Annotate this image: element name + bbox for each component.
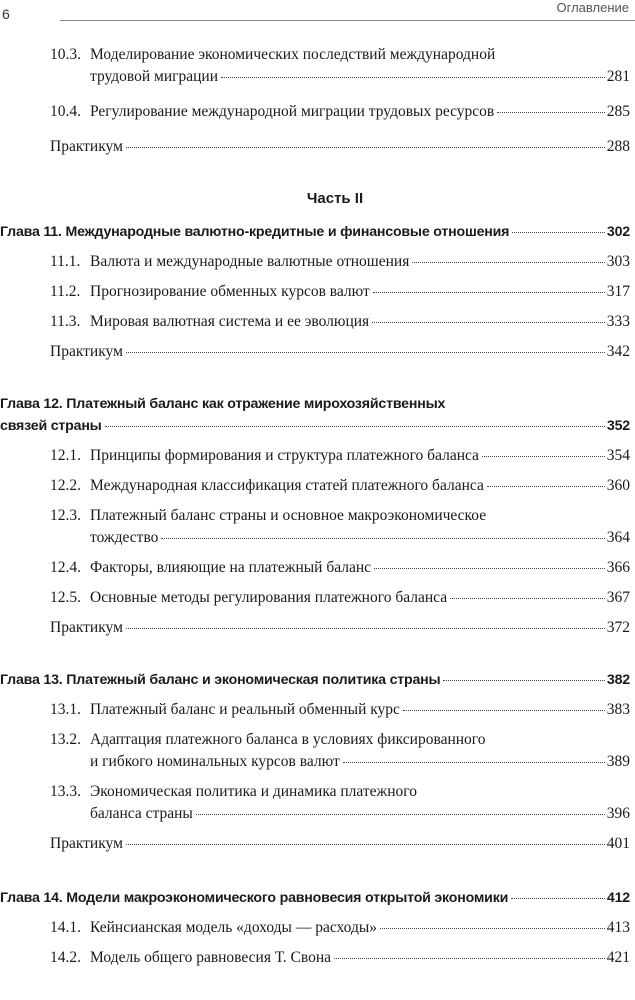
section-number: 11.3. bbox=[50, 313, 81, 330]
dot-leader bbox=[343, 762, 605, 763]
practicum-page: 342 bbox=[606, 343, 630, 360]
section-page: 354 bbox=[606, 447, 630, 464]
section-title: Модель общего равновесия Т. Свона bbox=[90, 949, 331, 966]
chapter-page: 382 bbox=[606, 672, 630, 688]
chapter-page: 352 bbox=[606, 418, 630, 434]
toc-section-13-2[interactable] bbox=[50, 729, 630, 773]
section-page: 367 bbox=[606, 589, 630, 606]
section-title: Факторы, влияющие на платежный баланс bbox=[90, 559, 372, 576]
toc-section-13-1[interactable] bbox=[50, 699, 630, 721]
page-number: 6 bbox=[2, 6, 10, 22]
toc-practicum-12[interactable] bbox=[50, 617, 630, 639]
toc-section-10-4[interactable] bbox=[50, 101, 630, 123]
toc-section-11-1[interactable] bbox=[50, 251, 630, 273]
section-title: Основные методы регулирования платежного баланса bbox=[90, 589, 448, 606]
dot-leader bbox=[126, 628, 605, 629]
dot-leader bbox=[403, 710, 605, 711]
practicum-page: 288 bbox=[606, 138, 630, 155]
dot-leader bbox=[105, 426, 605, 427]
section-title: Валюта и международные валютные отношения bbox=[90, 253, 410, 270]
section-number: 10.3. bbox=[50, 46, 81, 63]
section-page: 396 bbox=[606, 805, 630, 822]
dot-leader bbox=[221, 77, 605, 78]
table-of-contents bbox=[0, 44, 630, 969]
toc-practicum-10[interactable] bbox=[50, 136, 630, 158]
section-title-cont: трудовой миграции bbox=[90, 68, 219, 85]
running-title: Оглавление bbox=[556, 0, 629, 15]
section-page: 281 bbox=[606, 68, 630, 85]
section-number: 12.3. bbox=[50, 507, 81, 524]
section-number: 11.2. bbox=[50, 283, 81, 300]
section-number: 12.2. bbox=[50, 477, 81, 494]
toc-section-11-2[interactable] bbox=[50, 281, 630, 303]
section-title: Платежный баланс и реальный обменный курс bbox=[90, 701, 400, 718]
chapter-page: 302 bbox=[606, 224, 630, 240]
practicum-label: Практикум bbox=[50, 138, 123, 155]
dot-leader bbox=[373, 292, 605, 293]
section-title: Мировая валютная система и ее эволюция bbox=[90, 313, 370, 330]
dot-leader bbox=[443, 680, 604, 681]
section-number: 13.3. bbox=[50, 783, 81, 800]
section-page: 285 bbox=[606, 103, 630, 120]
practicum-label: Практикум bbox=[50, 619, 123, 636]
section-page: 421 bbox=[606, 949, 630, 966]
dot-leader bbox=[511, 898, 605, 899]
toc-section-11-3[interactable] bbox=[50, 311, 630, 333]
section-page: 383 bbox=[606, 701, 630, 718]
section-title-cont: тождество bbox=[90, 529, 159, 546]
section-title: Прогнозирование обменных курсов валют bbox=[90, 283, 370, 300]
practicum-label: Практикум bbox=[50, 835, 123, 852]
toc-section-12-3[interactable] bbox=[50, 505, 630, 549]
section-page: 303 bbox=[606, 253, 630, 270]
section-title: Адаптация платежного баланса в условиях фиксированного bbox=[90, 731, 486, 748]
toc-section-14-2[interactable] bbox=[50, 947, 630, 969]
section-number: 12.4. bbox=[50, 559, 81, 576]
section-title: Принципы формирования и структура платежного баланса bbox=[90, 447, 479, 464]
chapter-title-cont: связей страны bbox=[0, 418, 102, 434]
section-number: 14.1. bbox=[50, 919, 81, 936]
dot-leader bbox=[412, 262, 604, 263]
dot-leader bbox=[334, 958, 605, 959]
chapter-page: 412 bbox=[606, 890, 630, 906]
section-page: 366 bbox=[606, 559, 630, 576]
dot-leader bbox=[497, 112, 605, 113]
dot-leader bbox=[126, 844, 605, 845]
dot-leader bbox=[374, 568, 605, 569]
toc-chapter-11[interactable] bbox=[0, 221, 630, 243]
section-page: 364 bbox=[606, 529, 630, 546]
section-title: Международная классификация статей платежного баланса bbox=[90, 477, 484, 494]
dot-leader bbox=[450, 598, 605, 599]
toc-section-10-3[interactable] bbox=[50, 44, 630, 88]
section-title: Моделирование экономических последствий международной bbox=[90, 46, 496, 63]
toc-section-12-5[interactable] bbox=[50, 587, 630, 609]
toc-practicum-13[interactable] bbox=[50, 833, 630, 855]
dot-leader bbox=[372, 322, 605, 323]
section-number: 13.2. bbox=[50, 731, 81, 748]
toc-section-14-1[interactable] bbox=[50, 917, 630, 939]
dot-leader bbox=[126, 147, 605, 148]
toc-section-12-1[interactable] bbox=[50, 445, 630, 467]
toc-section-12-2[interactable] bbox=[50, 475, 630, 497]
section-number: 14.2. bbox=[50, 949, 81, 966]
practicum-label: Практикум bbox=[50, 343, 123, 360]
section-page: 389 bbox=[606, 753, 630, 770]
section-page: 317 bbox=[606, 283, 630, 300]
chapter-title: Глава 12. Платежный баланс как отражение мирохозяйственных bbox=[0, 396, 446, 412]
dot-leader bbox=[196, 814, 605, 815]
toc-chapter-14[interactable] bbox=[0, 887, 630, 909]
header-rule bbox=[60, 20, 635, 21]
toc-chapter-13[interactable] bbox=[0, 669, 630, 691]
practicum-page: 372 bbox=[606, 619, 630, 636]
section-title: Платежный баланс страны и основное макроэкономическое bbox=[90, 507, 487, 524]
chapter-title: Глава 11. Международные валютно-кредитные и финансовые отношения bbox=[0, 224, 510, 240]
toc-section-13-3[interactable] bbox=[50, 781, 630, 825]
toc-section-12-4[interactable] bbox=[50, 557, 630, 579]
chapter-title: Глава 13. Платежный баланс и экономическая политика страны bbox=[0, 672, 441, 688]
dot-leader bbox=[161, 538, 604, 539]
dot-leader bbox=[126, 352, 605, 353]
section-number: 11.1. bbox=[50, 253, 81, 270]
practicum-page: 401 bbox=[606, 835, 630, 852]
page-header bbox=[0, 0, 635, 24]
section-title-cont: баланса страны bbox=[90, 805, 193, 822]
section-number: 12.5. bbox=[50, 589, 81, 606]
section-title: Кейнсианская модель «доходы — расходы» bbox=[90, 919, 378, 936]
section-number: 13.1. bbox=[50, 701, 81, 718]
section-title: Регулирование международной миграции трудовых ресурсов bbox=[90, 103, 495, 120]
section-page: 360 bbox=[606, 477, 630, 494]
dot-leader bbox=[512, 232, 605, 233]
dot-leader bbox=[487, 486, 605, 487]
toc-practicum-11[interactable] bbox=[50, 341, 630, 363]
dot-leader bbox=[380, 928, 605, 929]
section-title: Экономическая политика и динамика платежного bbox=[90, 783, 418, 800]
section-page: 413 bbox=[606, 919, 630, 936]
section-number: 12.1. bbox=[50, 447, 81, 464]
section-title-cont: и гибкого номинальных курсов валют bbox=[90, 753, 340, 770]
part-title: Часть II bbox=[306, 190, 364, 207]
section-number: 10.4. bbox=[50, 103, 81, 120]
section-page: 333 bbox=[606, 313, 630, 330]
toc-chapter-12[interactable] bbox=[0, 393, 630, 437]
chapter-title: Глава 14. Модели макроэкономического равновесия открытой экономики bbox=[0, 890, 509, 906]
dot-leader bbox=[482, 456, 605, 457]
